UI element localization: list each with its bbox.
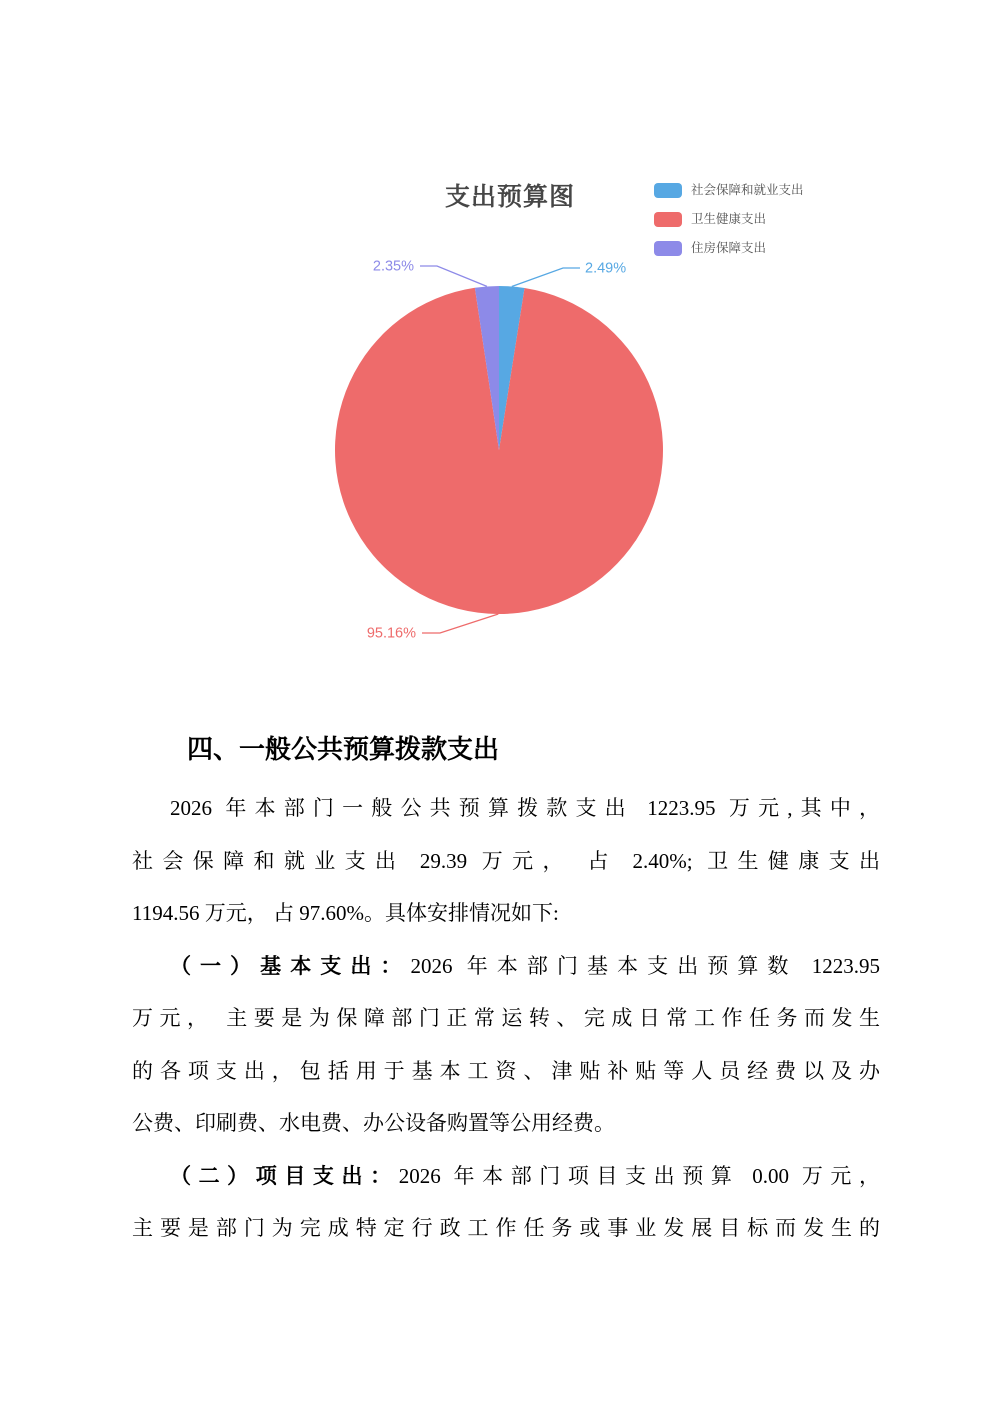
legend-item [654, 212, 804, 227]
pie-percent-label: 95.16% [366, 625, 416, 642]
line-text: 1194.56 万元， 占 97.60%。具体安排情况如下: [132, 901, 559, 925]
text-line [132, 1150, 880, 1203]
legend-swatch-icon [654, 212, 682, 227]
pie-label-line [512, 268, 580, 287]
pie-percent-label: 2.35% [372, 258, 414, 275]
line-text: 社会保障和就业支出 29.39 万元， 占 2.40%; 卫生健康支出 [132, 848, 880, 873]
text-line [132, 835, 880, 888]
line-text: 2026 年本部门基本支出预算数 1223.95 [410, 953, 881, 978]
pie-percent-label: 2.49% [585, 260, 627, 277]
text-line [132, 1202, 880, 1255]
pie-chart-canvas [0, 0, 1000, 700]
pie-label-line [420, 266, 487, 286]
body-text-section [132, 734, 880, 1255]
legend-item [654, 183, 804, 198]
line-text: 2026 年本部门项目支出预算 0.00 万元， [398, 1163, 881, 1188]
line-text: 主要是部门为完成特定行政工作任务或事业发展目标而发生的 [132, 1216, 880, 1240]
line-text: 万元， 主要是为保障部门正常运转、完成日常工作任务而发生 [132, 1006, 880, 1030]
legend-label: 住房保障支出 [691, 241, 767, 255]
legend-swatch-icon [654, 241, 682, 256]
text-line [132, 1045, 880, 1098]
bold-lead-in: （一）基本支出： [170, 953, 411, 978]
legend-swatch-icon [654, 183, 682, 198]
bold-lead-in: （二）项目支出： [170, 1163, 399, 1188]
text-line [132, 782, 880, 835]
legend-label: 社会保障和就业支出 [691, 183, 804, 197]
line-text: 的各项支出，包括用于基本工资、津贴补贴等人员经费以及办 [132, 1058, 880, 1083]
chart-legend [654, 183, 804, 256]
chart-title: 支出预算图 [444, 183, 576, 211]
line-text: 2026 年本部门一般公共预算拨款支出 1223.95 万元,其中， [170, 796, 880, 820]
text-line [132, 1097, 880, 1150]
pie-label-line [422, 614, 498, 633]
paragraph-lines [132, 782, 880, 1255]
section-heading: 四、一般公共预算拨款支出 [187, 734, 500, 764]
text-line [132, 940, 880, 993]
text-line [132, 887, 880, 940]
legend-item [654, 241, 804, 256]
line-text: 公费、印刷费、水电费、办公设备购置等公用经费。 [132, 1111, 615, 1135]
legend-label: 卫生健康支出 [691, 212, 767, 226]
text-line [132, 992, 880, 1045]
